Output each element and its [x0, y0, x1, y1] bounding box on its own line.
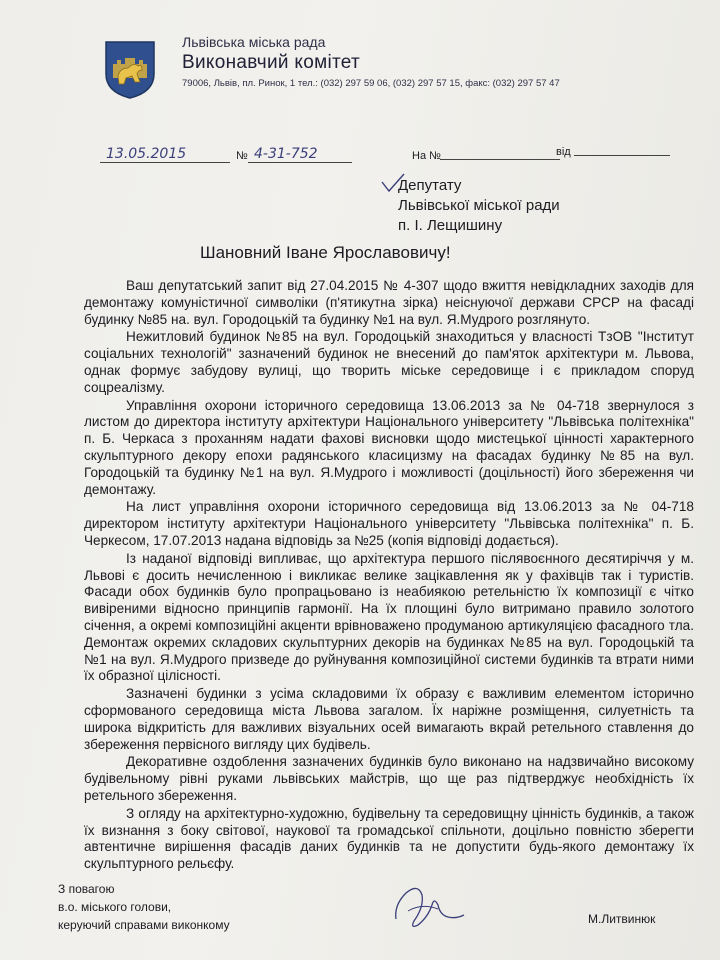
from-label: від [556, 146, 571, 158]
paragraph: Зазначені будинки з усіма складовими їх образу є важливим елементом історично сформованого середовища міста Львова загалом. Їх наріжне розміщення, силуетність та широка відкритість для важливих візуальних осей вимагають вкрай ретельного ставлення до збереження первісного вигляду цих будівель. [84, 686, 694, 752]
paragraph: На лист управління охорони історичного середовища від 13.06.2013 за № 04-718 директором інституту архітектури Національного університету "Львівська політехніка" п. Б. Черкесом, 17.07.2013 надана відповідь за №25 (копія відповіді додається). [84, 499, 694, 548]
closing-line-2: в.о. міського голови, [58, 900, 172, 914]
paragraph: Із наданої відповіді випливає, що архітектура першого післявоєнного десятиріччя у м. Львові є досить нечисленною і викликає велике зацікавлення як у фахівців так і туристів. Фасади обох будинків було пропрацьовано із неабиякою ретельністю їх композиції є чітко вивіреними відносно принципів гармонії. На їх площині було витримано правило золотого січення, а окремі композиційні акценти врівноважено продуманою артикуляцією фасадного тла. Демонтаж окремих складових скульптурних декорів на будинках №85 на вул. Городоцькій та №1 на вул. Я.Мудрого призведе до руйнування композиційної системи будинків та втрати ними їх образної цілісності. [84, 550, 694, 684]
closing-block [58, 880, 230, 934]
closing-line-3: керуючий справами виконкому [58, 918, 230, 932]
outgoing-date: 13.05.2015 [106, 146, 187, 162]
recipient-line-3: п. І. Лещишину [398, 217, 503, 234]
in-reply-label: На № [412, 150, 441, 162]
number-label: № [236, 150, 248, 162]
paragraph: З огляду на архітектурно-художню, будівельну та середовищну цінність будинків, а також їх визнання з боку світової, наукової та громадської спільноти, доцільно повністю зберегти автентичне вирішення фасадів даних будинків та не допустити будь-якого демонтажу їх скульптурного рельєфу. [84, 805, 694, 872]
lviv-coat-of-arms-icon [104, 40, 156, 100]
committee-name: Виконавчий комітет [182, 52, 360, 73]
paragraph: Управління охорони історичного середовища 13.06.2013 за № 04-718 звернулося з листом до директора інституту архітектури Національного університету "Львівська політехніка" п. Б. Черкаса з проханням надати фахові висновки щодо мистецької цінності характерного скульптурного декору епохи радянського класицизму на фасадах будинку №85 на вул. Городоцькій та будинку №1 на вул. Я.Мудрого і можливості (доцільності) його збереження чи демонтажу. [84, 397, 694, 497]
letter-body [84, 278, 694, 874]
recipient-line-2: Львівської міської ради [398, 197, 560, 214]
council-name: Львівська міська рада [182, 34, 326, 50]
from-underline [574, 155, 670, 156]
date-underline [100, 162, 230, 163]
recipient-block [398, 176, 560, 236]
closing-line-1: З повагою [58, 882, 115, 896]
contact-address: 79006, Львів, пл. Ринок, 1 тел.: (032) 297 59 06, (032) 297 57 15, факс: (032) 297 57 47 [182, 78, 560, 89]
handwritten-signature [388, 875, 468, 935]
paragraph: Декоративне оздоблення зазначених будинків було виконано на надзвичайно високому будівельному рівні руками львівських майстрів, що ще раз підтверджує необхідність їх ретельного збереження. [84, 754, 694, 803]
outgoing-number: 4-31-752 [254, 146, 318, 162]
salutation: Шановний Іване Ярославовичу! [200, 243, 451, 262]
recipient-line-1: Депутату [398, 177, 462, 194]
paragraph: Нежитловий будинок №85 на вул. Городоцькій знаходиться у власності ТзОВ "Інститут соціальних технологій" зазначений будинок не внесений до пам'яток архітектури м. Львова, однак формує забудову вулиці, що творить міське середовище і є прикладом споруд соцреалізму. [84, 329, 694, 395]
in-reply-underline [440, 159, 560, 160]
number-underline [248, 162, 352, 163]
paragraph: Ваш депутатський запит від 27.04.2015 № 4-307 щодо вжиття невідкладних заходів для демонтажу комуністичної символіки (п'ятикутна зірка) неіснуючої держави СРСР на фасаді будинку №85 на. вул. Городоцькій та будинку №1 на вул. Я.Мудрого розглянуто. [84, 278, 694, 327]
signer-name: М.Литвинюк [588, 912, 656, 926]
